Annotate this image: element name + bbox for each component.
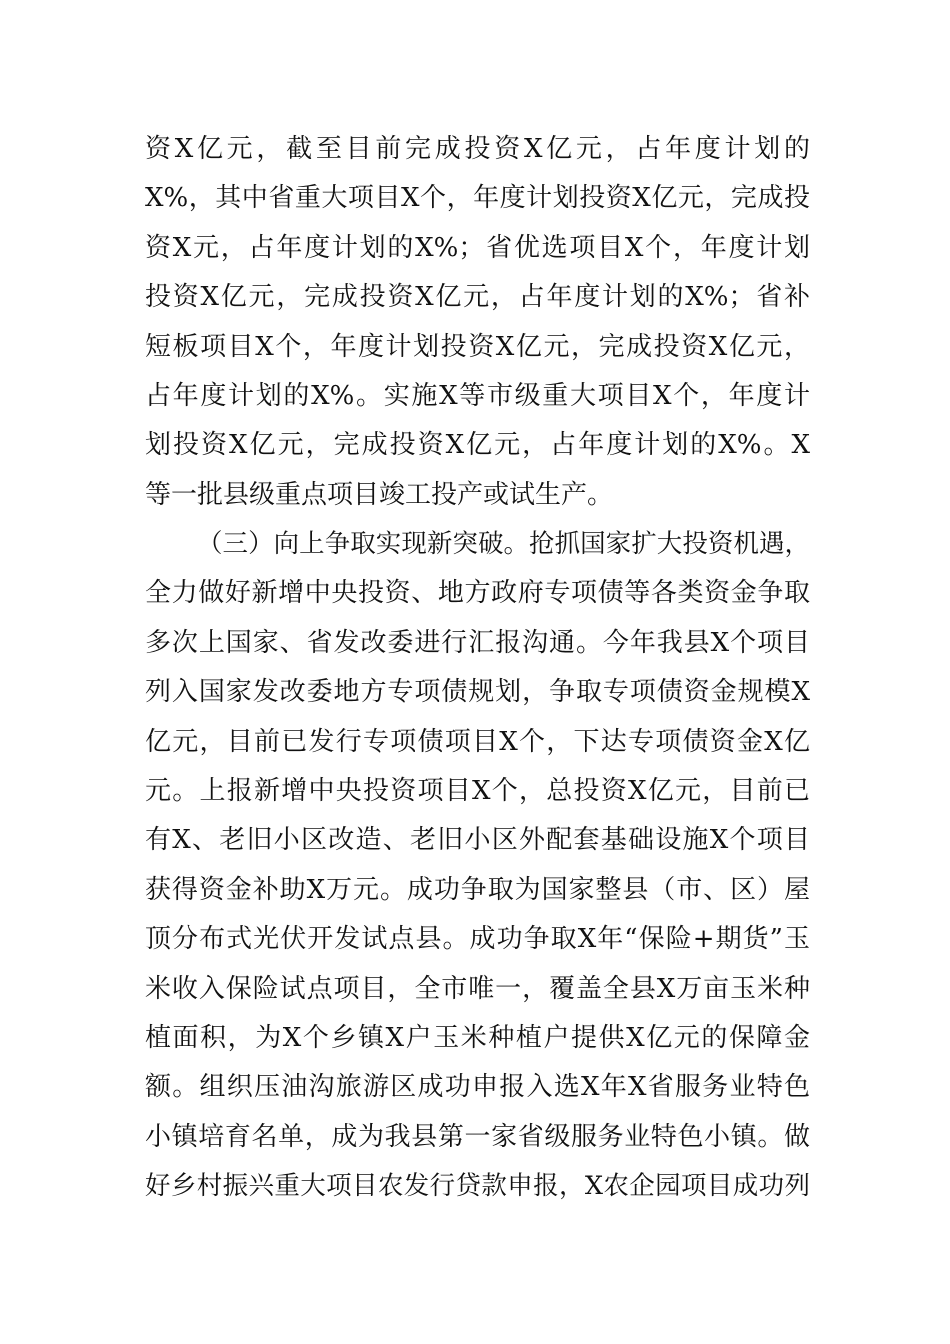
text-line: 划投资X亿元，完成投资X亿元，占年度计划的X%。X [145,430,810,461]
text-line: 短板项目X个，年度计划投资X亿元，完成投资X亿元， [145,331,810,362]
text-line: 植面积，为X个乡镇X户玉米种植户提供X亿元的保障金 [145,1022,810,1053]
text-line: 投资X亿元，完成投资X亿元，占年度计划的X%；省补 [145,282,810,313]
text-line: 多次上国家、省发改委进行汇报沟通。今年我县X个项目 [145,627,810,658]
text-line: 获得资金补助X万元。成功争取为国家整县（市、区）屋 [145,874,810,905]
text-line: 元。上报新增中央投资项目X个，总投资X亿元，目前已 [145,775,810,806]
text-line: 资X亿元，截至目前完成投资X亿元，占年度计划的 [145,134,810,164]
text-line: 有X、老旧小区改造、老旧小区外配套基础设施X个项目 [145,825,810,856]
section-heading-line: （三）向上争取实现新突破。抢抓国家扩大投资机遇， [197,529,810,559]
text-line: 等一批县级重点项目竣工投产或试生产。 [145,479,614,510]
text-line: 额。组织压油沟旅游区成功申报入选X年X省服务业特色 [145,1072,810,1103]
text-line: 占年度计划的X%。实施X等市级重大项目X个，年度计 [145,380,810,411]
text-line: 全力做好新增中央投资、地方政府专项债等各类资金争取 [145,578,810,609]
text-line: 好乡村振兴重大项目农发行贷款申报，X农企园项目成功列 [145,1171,810,1202]
text-line: 米收入保险试点项目，全市唯一，覆盖全县X万亩玉米种 [145,973,810,1004]
paragraph-continued [145,125,810,520]
text-line: 列入国家发改委地方专项债规划，争取专项债资金规模X [145,677,810,708]
text-line: 亿元，目前已发行专项债项目X个，下达专项债资金X亿 [145,726,810,757]
paragraph-section-3 [145,520,810,1211]
text-line: 顶分布式光伏开发试点县。成功争取X年“保险+期货”玉 [145,924,810,955]
text-line: 小镇培育名单，成为我县第一家省级服务业特色小镇。做 [145,1121,810,1152]
text-line: X%，其中省重大项目X个，年度计划投资X亿元，完成投 [145,183,810,214]
text-line: 资X元，占年度计划的X%；省优选项目X个，年度计划 [145,232,810,263]
